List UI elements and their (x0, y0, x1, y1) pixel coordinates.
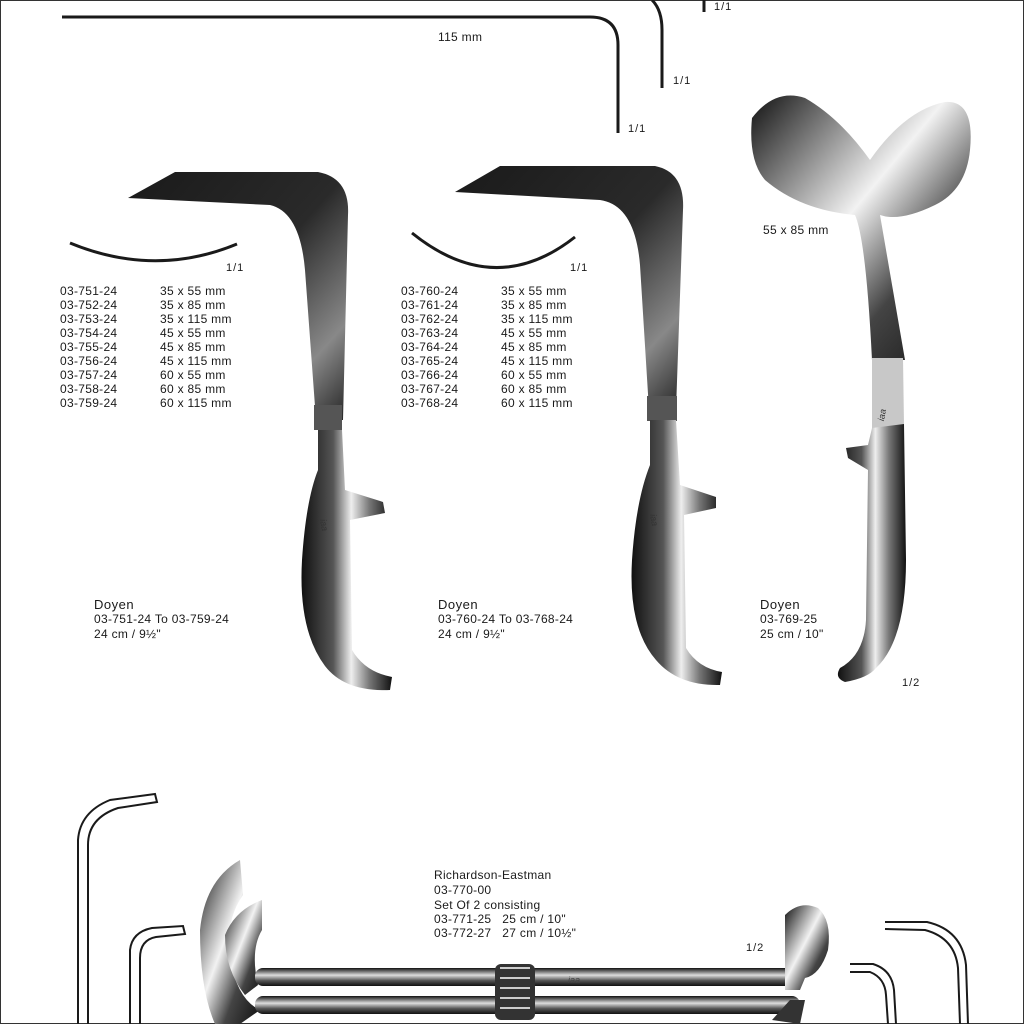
scale-label-richardson: 1/2 (746, 942, 765, 954)
item-code: 03-758-24 (60, 382, 118, 396)
item-size: 45 x 55 mm (160, 326, 226, 340)
outline-left-small (130, 926, 185, 1024)
item-code: 03-762-24 (401, 312, 459, 326)
item-code: 03-752-24 (60, 298, 118, 312)
doyen-retractor-b (455, 166, 722, 685)
item-size: 45 x 115 mm (501, 354, 573, 368)
set-description-richardson: Set Of 2 consisting (434, 898, 541, 912)
item-code: 03-767-24 (401, 382, 459, 396)
scale-label-doyen-b: 1/1 (570, 262, 589, 274)
product-length-doyen-a: 24 cm / 9½" (94, 627, 161, 641)
table-row (60, 382, 232, 396)
curvature-arc-b (412, 233, 575, 268)
table-row (60, 340, 232, 354)
catalog-table-doyen-b (401, 284, 573, 410)
item-size: 35 x 115 mm (160, 312, 232, 326)
curvature-arc-a (70, 243, 237, 261)
scale-label-doyen-c: 1/2 (902, 677, 921, 689)
item-code: 03-753-24 (60, 312, 118, 326)
set-item-1: 03-771-25 25 cm / 10" (434, 912, 566, 926)
item-size: 60 x 85 mm (501, 382, 567, 396)
item-code: 03-763-24 (401, 326, 459, 340)
item-size: 45 x 85 mm (160, 340, 226, 354)
item-code: 03-757-24 (60, 368, 118, 382)
item-size: 35 x 85 mm (501, 298, 567, 312)
product-name-doyen-c: Doyen (760, 597, 801, 612)
table-row (60, 284, 232, 298)
item-size: 60 x 55 mm (501, 368, 567, 382)
table-row (60, 396, 232, 410)
table-row (401, 298, 573, 312)
product-code-doyen-c: 03-769-25 (760, 612, 818, 626)
table-row (60, 298, 232, 312)
scale-label-top-1: 1/1 (714, 1, 733, 13)
item-code: 03-755-24 (60, 340, 118, 354)
table-row (401, 368, 573, 382)
table-row (401, 312, 573, 326)
item-size: 60 x 115 mm (160, 396, 232, 410)
item-size: 35 x 55 mm (501, 284, 567, 298)
product-length-doyen-b: 24 cm / 9½" (438, 627, 505, 641)
brand-mark: iaa (648, 513, 660, 527)
item-size: 45 x 55 mm (501, 326, 567, 340)
item-size: 35 x 115 mm (501, 312, 573, 326)
product-range-doyen-a: 03-751-24 To 03-759-24 (94, 612, 230, 626)
table-row (401, 354, 573, 368)
scale-label-doyen-a: 1/1 (226, 262, 245, 274)
product-name-richardson: Richardson-Eastman (434, 868, 552, 882)
item-code: 03-764-24 (401, 340, 459, 354)
scale-label-top-2: 1/1 (673, 75, 692, 87)
scale-label-top-3: 1/1 (628, 123, 647, 135)
item-code: 03-768-24 (401, 396, 459, 410)
set-item-2: 03-772-27 27 cm / 10½" (434, 926, 577, 940)
product-length-doyen-c: 25 cm / 10" (760, 627, 824, 641)
item-code: 03-766-24 (401, 368, 459, 382)
table-row (401, 396, 573, 410)
outline-right-small (850, 964, 896, 1024)
profile-115mm (62, 17, 618, 133)
brand-mark: iaa (318, 518, 330, 532)
item-code: 03-756-24 (60, 354, 118, 368)
item-size: 45 x 115 mm (160, 354, 232, 368)
item-size: 35 x 55 mm (160, 284, 226, 298)
brand-mark: iaa (568, 975, 581, 985)
blade-profile-lines (62, 0, 704, 133)
table-row (60, 312, 232, 326)
item-code: 03-760-24 (401, 284, 459, 298)
richardson-eastman-retractor (200, 860, 829, 1024)
table-row (60, 368, 232, 382)
item-code: 03-765-24 (401, 354, 459, 368)
product-name-doyen-a: Doyen (94, 597, 135, 612)
table-row (401, 382, 573, 396)
product-range-doyen-b: 03-760-24 To 03-768-24 (438, 612, 574, 626)
item-size: 60 x 115 mm (501, 396, 573, 410)
catalog-table-doyen-a (60, 284, 232, 410)
item-code: 03-759-24 (60, 396, 118, 410)
blade-size-doyen-c: 55 x 85 mm (763, 223, 829, 237)
table-row (401, 340, 573, 354)
item-size: 35 x 85 mm (160, 298, 226, 312)
table-row (60, 326, 232, 340)
item-size: 45 x 85 mm (501, 340, 567, 354)
product-name-doyen-b: Doyen (438, 597, 479, 612)
doyen-retractor-c (751, 96, 970, 683)
product-code-richardson: 03-770-00 (434, 883, 492, 897)
outline-left-large (78, 794, 157, 1024)
table-row (401, 284, 573, 298)
item-size: 60 x 55 mm (160, 368, 226, 382)
item-code: 03-754-24 (60, 326, 118, 340)
item-size: 60 x 85 mm (160, 382, 226, 396)
brand-mark: iaa (876, 408, 888, 422)
table-row (60, 354, 232, 368)
blade-length-label: 115 mm (438, 30, 483, 44)
item-code: 03-761-24 (401, 298, 459, 312)
item-code: 03-751-24 (60, 284, 118, 298)
outline-right-large (885, 922, 968, 1024)
profile-85mm (652, 0, 662, 88)
table-row (401, 326, 573, 340)
